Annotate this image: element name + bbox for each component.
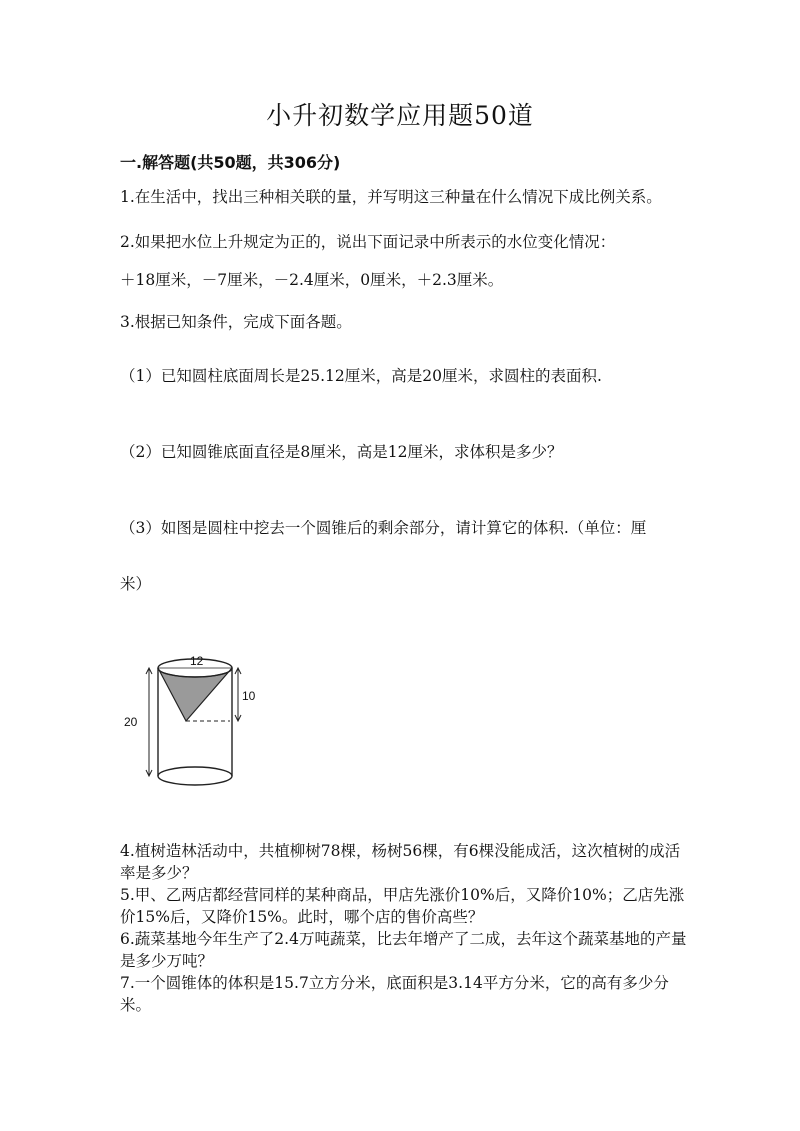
question-4: 4.植树造林活动中，共植柳树78棵，杨树56棵，有6棵没能成活，这次植树的成活率是多少？ xyxy=(120,842,681,882)
question-5: 5.甲、乙两店都经营同样的某种商品，甲店先涨价10%后，又降价10%；乙店先涨价15%后，又降价15%。此时，哪个店的售价高些？ xyxy=(120,886,685,926)
question-2-values: ＋18厘米，－7厘米，－2.4厘米，0厘米，＋2.3厘米。 xyxy=(120,271,504,289)
section-heading: 一.解答题(共50题，共306分) xyxy=(120,153,341,172)
question-3-part-3-continued: 米） xyxy=(120,575,152,593)
cone-height-label: 10 xyxy=(242,689,256,703)
cylinder-bottom xyxy=(158,767,232,785)
page-title: 小升初数学应用题50道 xyxy=(266,101,534,130)
question-7: 7.一个圆锥体的体积是15.7立方分米，底面积是3.14平方分米，它的高有多少分米。 xyxy=(120,974,669,1014)
diameter-label: 12 xyxy=(190,654,204,668)
question-1: 1.在生活中，找出三种相关联的量，并写明这三种量在什么情况下成比例关系。 xyxy=(120,188,662,206)
question-3-part-2: （2）已知圆锥底面直径是8厘米，高是12厘米，求体积是多少？ xyxy=(120,443,563,461)
question-6: 6.蔬菜基地今年生产了2.4万吨蔬菜，比去年增产了二成，去年这个蔬菜基地的产量是多少万吨？ xyxy=(120,930,687,970)
cone-shape xyxy=(158,668,232,721)
cylinder-height-label: 20 xyxy=(124,715,138,729)
question-3-part-3: （3）如图是圆柱中挖去一个圆锥后的剩余部分，请计算它的体积.（单位：厘 xyxy=(120,519,647,537)
question-3: 3.根据已知条件，完成下面各题。 xyxy=(120,313,352,331)
cylinder-cone-figure xyxy=(118,648,268,788)
question-2: 2.如果把水位上升规定为正的，说出下面记录中所表示的水位变化情况： xyxy=(120,233,616,251)
question-3-part-1: （1）已知圆柱底面周长是25.12厘米，高是20厘米，求圆柱的表面积. xyxy=(120,367,602,385)
